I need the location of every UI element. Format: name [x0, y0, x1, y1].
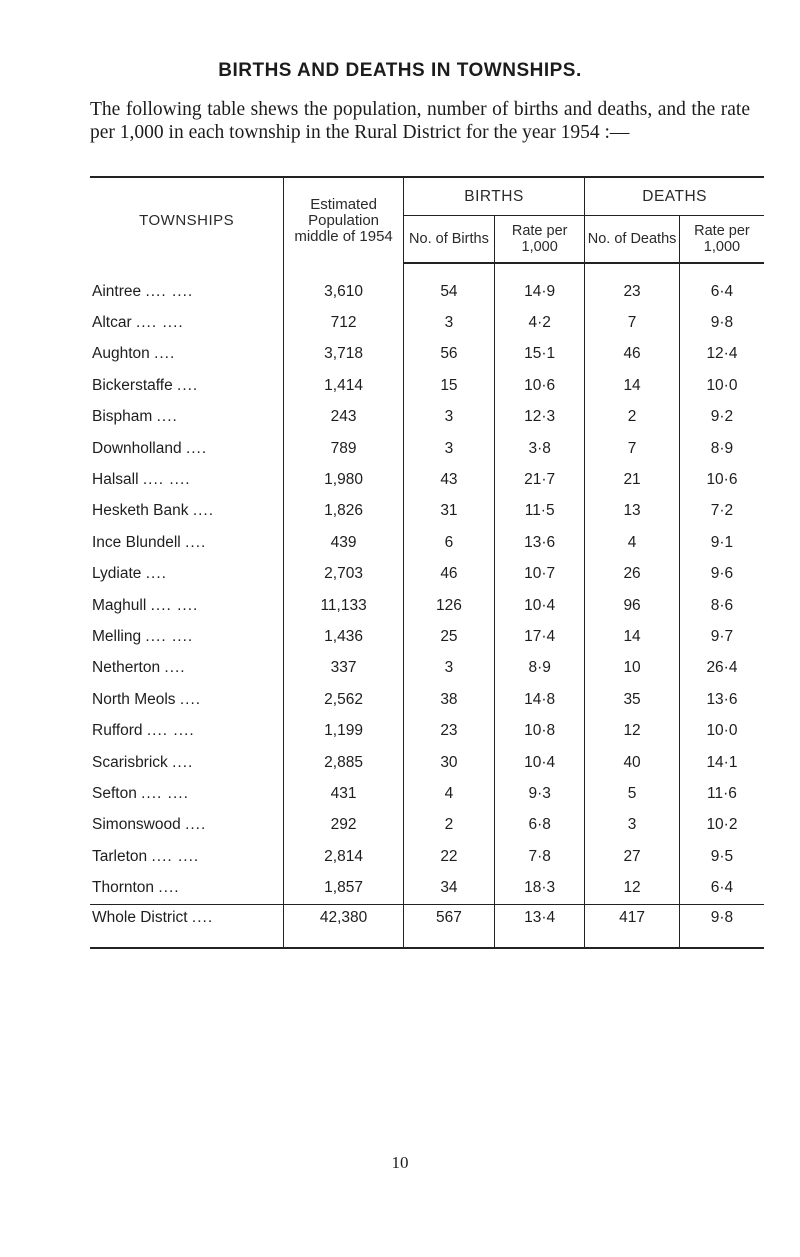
cell-births: 25: [403, 621, 494, 652]
leader-dots: ....: [158, 879, 180, 897]
cell-death-rate: 6·4: [679, 276, 764, 307]
cell-death-rate: 9·8: [679, 904, 764, 948]
cell-birth-rate: 10·7: [495, 559, 585, 590]
cell-births: 4: [403, 778, 494, 809]
leader-dots: ....: [185, 439, 208, 457]
cell-population: 1,436: [284, 621, 403, 652]
cell-deaths: 7: [585, 307, 680, 338]
cell-death-rate: 9·8: [679, 307, 764, 338]
cell-birth-rate: 10·4: [495, 747, 585, 778]
cell-births: 43: [403, 464, 494, 495]
header-deaths-no: No. of Deaths: [585, 216, 680, 264]
cell-death-rate: 10·0: [679, 715, 764, 746]
cell-deaths: 21: [585, 464, 680, 495]
table-bottom-rule: [90, 948, 764, 949]
cell-township: [90, 559, 284, 590]
cell-deaths: 35: [585, 684, 680, 715]
cell-township: [90, 433, 284, 464]
township-name: Ince Blundell: [92, 533, 181, 551]
cell-death-rate: 10·0: [679, 370, 764, 401]
header-population: Estimated Population middle of 1954: [284, 177, 403, 263]
cell-birth-rate: 10·6: [495, 370, 585, 401]
cell-birth-rate: 14·8: [495, 684, 585, 715]
cell-township: [90, 841, 284, 872]
township-name: Aughton: [92, 345, 150, 363]
cell-deaths: 7: [585, 433, 680, 464]
cell-birth-rate: 4·2: [495, 307, 585, 338]
table-row: [90, 464, 764, 495]
table-row: [90, 872, 764, 904]
cell-death-rate: 9·1: [679, 527, 764, 558]
cell-births: 15: [403, 370, 494, 401]
leader-dots: ....: [154, 345, 176, 363]
header-deaths: DEATHS: [585, 177, 764, 216]
cell-population: 11,133: [284, 590, 403, 621]
cell-birth-rate: 3·8: [495, 433, 585, 464]
intro-paragraph: The following table shews the population, number of births and deaths, and the rate per 1,000 in each township in the Rural District for the year 1954 :—: [90, 99, 750, 143]
cell-births: 38: [403, 684, 494, 715]
cell-population: 2,562: [284, 684, 403, 715]
cell-birth-rate: 10·8: [495, 715, 585, 746]
cell-population: 712: [284, 307, 403, 338]
cell-deaths: 2: [585, 402, 680, 433]
header-births: BIRTHS: [403, 177, 584, 216]
cell-deaths: 3: [585, 810, 680, 841]
cell-birth-rate: 6·8: [495, 810, 585, 841]
cell-births: 2: [403, 810, 494, 841]
township-name: Melling: [92, 627, 142, 645]
township-name: Maghull: [92, 596, 147, 614]
cell-population: 243: [284, 402, 403, 433]
cell-births: 6: [403, 527, 494, 558]
township-name: Rufford: [92, 722, 143, 740]
leader-dots: .... ....: [146, 722, 195, 740]
leader-dots: .... ....: [142, 471, 191, 489]
cell-birth-rate: 13·4: [495, 904, 585, 948]
township-name: Downholland: [92, 439, 182, 457]
cell-death-rate: 11·6: [679, 778, 764, 809]
cell-birth-rate: 14·9: [495, 276, 585, 307]
table-row: [90, 715, 764, 746]
township-name: Whole District: [92, 908, 188, 926]
cell-township: [90, 810, 284, 841]
cell-birth-rate: 11·5: [495, 496, 585, 527]
table-row: [90, 559, 764, 590]
cell-death-rate: 9·5: [679, 841, 764, 872]
cell-township: [90, 496, 284, 527]
header-births-rate: Rate per 1,000: [495, 216, 585, 264]
table-row: [90, 307, 764, 338]
cell-deaths: 5: [585, 778, 680, 809]
cell-birth-rate: 12·3: [495, 402, 585, 433]
cell-population: 1,414: [284, 370, 403, 401]
cell-births: 567: [403, 904, 494, 948]
township-name: Thornton: [92, 879, 155, 897]
cell-population: 439: [284, 527, 403, 558]
cell-births: 3: [403, 402, 494, 433]
township-name: Sefton: [92, 784, 137, 802]
cell-death-rate: 10·6: [679, 464, 764, 495]
leader-dots: .... ....: [145, 627, 194, 645]
cell-deaths: 23: [585, 276, 680, 307]
leader-dots: ....: [179, 690, 202, 708]
cell-township: [90, 527, 284, 558]
cell-death-rate: 7·2: [679, 496, 764, 527]
cell-birth-rate: 8·9: [495, 653, 585, 684]
township-name: Aintree: [92, 282, 142, 300]
cell-births: 56: [403, 339, 494, 370]
township-name: Bickerstaffe: [92, 376, 173, 394]
cell-population: 337: [284, 653, 403, 684]
cell-deaths: 12: [585, 715, 680, 746]
leader-dots: .... ....: [141, 784, 189, 802]
leader-dots: ....: [177, 376, 199, 394]
leader-dots: .... ....: [151, 847, 200, 865]
cell-deaths: 27: [585, 841, 680, 872]
header-births-no: No. of Births: [403, 216, 494, 264]
cell-birth-rate: 10·4: [495, 590, 585, 621]
table-body: [90, 263, 764, 949]
table-row: [90, 810, 764, 841]
cell-births: 30: [403, 747, 494, 778]
cell-death-rate: 8·6: [679, 590, 764, 621]
table-row: [90, 370, 764, 401]
cell-population: 1,826: [284, 496, 403, 527]
township-name: Altcar: [92, 314, 132, 332]
cell-population: 1,980: [284, 464, 403, 495]
township-name: Scarisbrick: [92, 753, 168, 771]
cell-births: 46: [403, 559, 494, 590]
cell-township: [90, 778, 284, 809]
leader-dots: ....: [192, 502, 215, 520]
table-row: [90, 778, 764, 809]
cell-deaths: 417: [585, 904, 680, 948]
cell-township: [90, 747, 284, 778]
leader-dots: ....: [191, 908, 214, 926]
cell-township: [90, 621, 284, 652]
cell-deaths: 13: [585, 496, 680, 527]
total-row: [90, 904, 764, 948]
leader-dots: .... ....: [135, 314, 184, 332]
table-row: [90, 653, 764, 684]
cell-death-rate: 9·7: [679, 621, 764, 652]
cell-birth-rate: 18·3: [495, 872, 585, 904]
table-row: [90, 276, 764, 307]
cell-births: 3: [403, 307, 494, 338]
cell-population: 431: [284, 778, 403, 809]
township-name: Tarleton: [92, 847, 148, 865]
table-row: [90, 433, 764, 464]
table-row: [90, 496, 764, 527]
cell-deaths: 10: [585, 653, 680, 684]
leader-dots: ....: [172, 753, 194, 771]
table-row: [90, 621, 764, 652]
cell-births: 34: [403, 872, 494, 904]
cell-population: 2,703: [284, 559, 403, 590]
township-name: Bispham: [92, 408, 153, 426]
cell-death-rate: 14·1: [679, 747, 764, 778]
cell-deaths: 14: [585, 370, 680, 401]
cell-township: [90, 715, 284, 746]
cell-township: [90, 904, 284, 948]
cell-township: [90, 872, 284, 904]
leader-dots: ....: [185, 533, 207, 551]
table-row: [90, 527, 764, 558]
cell-births: 22: [403, 841, 494, 872]
cell-births: 23: [403, 715, 494, 746]
leader-dots: ....: [185, 816, 207, 834]
table-row: [90, 590, 764, 621]
births-deaths-table: [90, 176, 764, 949]
cell-population: 1,857: [284, 872, 403, 904]
cell-birth-rate: 15·1: [495, 339, 585, 370]
cell-death-rate: 26·4: [679, 653, 764, 684]
header-townships: TOWNSHIPS: [90, 177, 284, 263]
cell-population: 292: [284, 810, 403, 841]
table-row: [90, 339, 764, 370]
leader-dots: ....: [156, 408, 178, 426]
cell-population: 789: [284, 433, 403, 464]
cell-births: 54: [403, 276, 494, 307]
cell-death-rate: 10·2: [679, 810, 764, 841]
cell-population: 2,814: [284, 841, 403, 872]
township-name: Hesketh Bank: [92, 502, 189, 520]
table-row: [90, 747, 764, 778]
cell-deaths: 4: [585, 527, 680, 558]
cell-death-rate: 12·4: [679, 339, 764, 370]
cell-population: 42,380: [284, 904, 403, 948]
cell-births: 3: [403, 653, 494, 684]
cell-births: 126: [403, 590, 494, 621]
cell-deaths: 96: [585, 590, 680, 621]
cell-death-rate: 8·9: [679, 433, 764, 464]
table-row: [90, 841, 764, 872]
cell-birth-rate: 21·7: [495, 464, 585, 495]
cell-death-rate: 6·4: [679, 872, 764, 904]
cell-township: [90, 464, 284, 495]
township-name: North Meols: [92, 690, 176, 708]
cell-population: 3,610: [284, 276, 403, 307]
township-name: Halsall: [92, 471, 139, 489]
table-row: [90, 402, 764, 433]
cell-birth-rate: 7·8: [495, 841, 585, 872]
table-row: [90, 684, 764, 715]
township-name: Simonswood: [92, 816, 181, 834]
cell-township: [90, 684, 284, 715]
cell-births: 3: [403, 433, 494, 464]
cell-township: [90, 653, 284, 684]
leader-dots: ....: [164, 659, 186, 677]
cell-deaths: 46: [585, 339, 680, 370]
cell-death-rate: 9·6: [679, 559, 764, 590]
leader-dots: .... ....: [150, 596, 199, 614]
cell-birth-rate: 9·3: [495, 778, 585, 809]
cell-death-rate: 9·2: [679, 402, 764, 433]
cell-township: [90, 370, 284, 401]
header-deaths-rate: Rate per 1,000: [679, 216, 764, 264]
cell-deaths: 40: [585, 747, 680, 778]
cell-population: 1,199: [284, 715, 403, 746]
cell-deaths: 14: [585, 621, 680, 652]
leader-dots: ....: [145, 565, 167, 583]
page-title: BIRTHS AND DEATHS IN TOWNSHIPS.: [218, 60, 582, 81]
cell-township: [90, 276, 284, 307]
page-number: 10: [391, 1153, 409, 1172]
cell-deaths: 26: [585, 559, 680, 590]
cell-township: [90, 402, 284, 433]
cell-township: [90, 307, 284, 338]
cell-birth-rate: 13·6: [495, 527, 585, 558]
cell-population: 2,885: [284, 747, 403, 778]
leader-dots: .... ....: [145, 282, 194, 300]
cell-township: [90, 339, 284, 370]
township-name: Netherton: [92, 659, 161, 677]
township-name: Lydiate: [92, 565, 142, 583]
cell-birth-rate: 17·4: [495, 621, 585, 652]
cell-deaths: 12: [585, 872, 680, 904]
cell-births: 31: [403, 496, 494, 527]
cell-township: [90, 590, 284, 621]
cell-death-rate: 13·6: [679, 684, 764, 715]
cell-population: 3,718: [284, 339, 403, 370]
